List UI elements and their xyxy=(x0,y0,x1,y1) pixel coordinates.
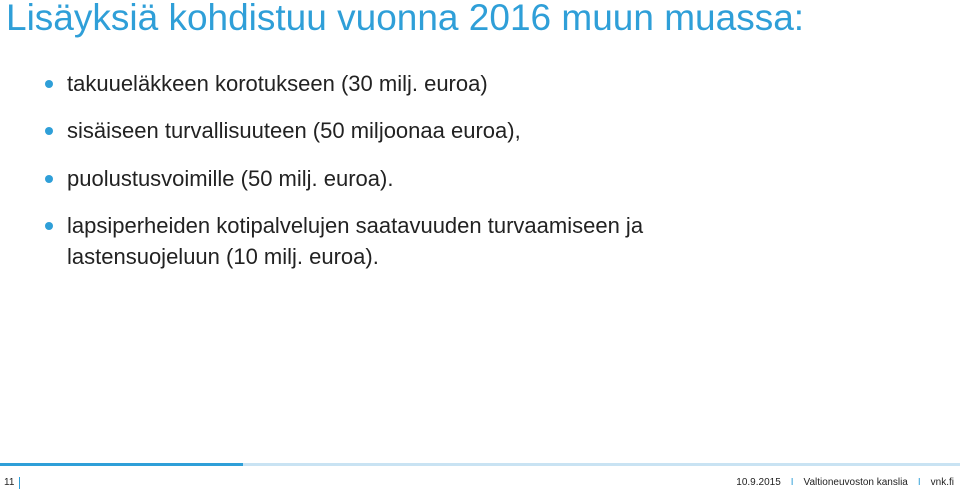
bullet-dot-icon xyxy=(45,222,53,230)
bullet-item: lapsiperheiden kotipalvelujen saatavuuden turvaamiseen ja xyxy=(67,213,644,238)
footer-date: 10.9.2015 xyxy=(736,477,781,488)
page-number: 11 xyxy=(4,477,15,488)
footer-info xyxy=(736,477,954,488)
bullet-item: takuueläkkeen korotukseen (30 milj. euroa) xyxy=(67,71,488,96)
footer-separator: I xyxy=(917,477,921,488)
page-number-divider xyxy=(19,477,20,489)
bullet-dot-icon xyxy=(45,80,53,88)
slide-title: Lisäyksiä kohdistuu vuonna 2016 muun muassa: xyxy=(6,0,805,38)
bullet-item: sisäiseen turvallisuuteen (50 miljoonaa euroa), xyxy=(67,118,521,143)
footer-separator: I xyxy=(790,477,794,488)
bullet-dot-icon xyxy=(45,175,53,183)
bullet-dot-icon xyxy=(45,127,53,135)
footer-divider-light xyxy=(243,463,960,466)
footer-organization: Valtioneuvoston kanslia xyxy=(803,477,908,488)
bullet-item: puolustusvoimille (50 milj. euroa). xyxy=(67,166,394,191)
footer-divider-accent xyxy=(0,463,243,466)
bullet-item-continuation: lastensuojeluun (10 milj. euroa). xyxy=(67,244,379,269)
footer-website[interactable]: vnk.fi xyxy=(930,477,954,488)
